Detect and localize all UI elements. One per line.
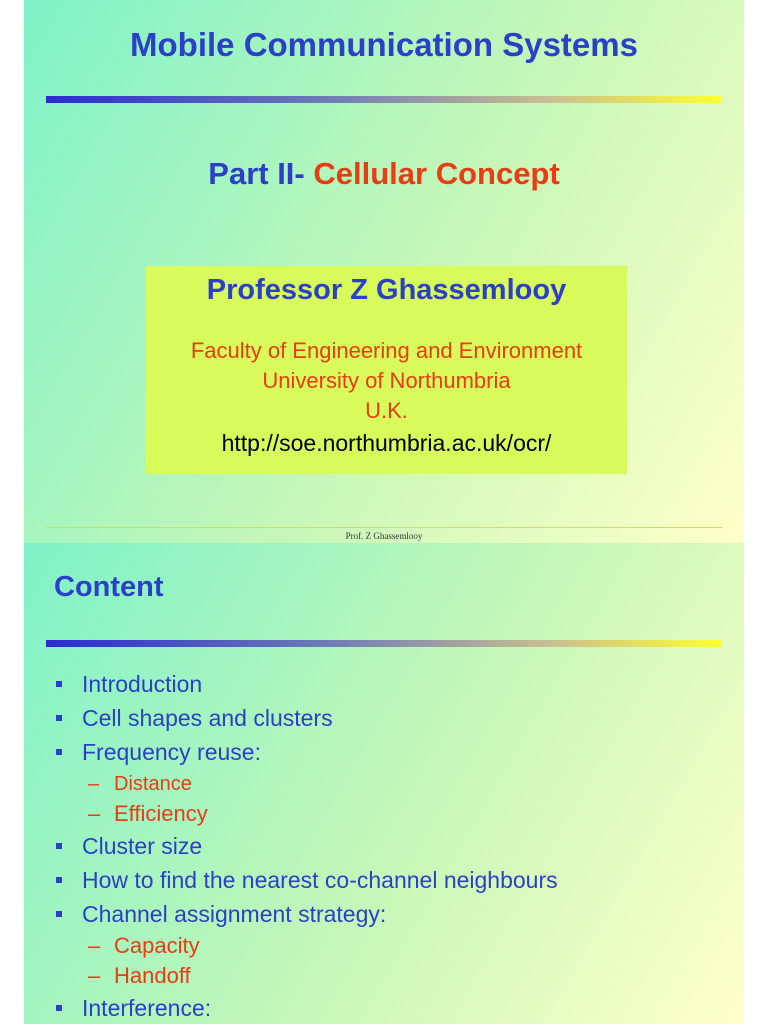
slide-footer: Prof. Z Ghassemlooy: [345, 531, 423, 541]
author-box: [146, 266, 627, 474]
affiliation-university: University of Northumbria: [262, 368, 511, 393]
bullet-icon: [56, 681, 62, 687]
list-item: Cluster size: [54, 829, 558, 863]
website-link[interactable]: http://soe.northumbria.ac.uk/ocr/: [221, 430, 552, 456]
affiliation-country: U.K.: [365, 398, 408, 423]
slide-content: [24, 543, 744, 1024]
list-item: Frequency reuse:: [54, 735, 558, 769]
sub-list-item: – Distance: [54, 769, 558, 799]
list-item: Cell shapes and clusters: [54, 701, 558, 735]
slide-title-heading: Mobile Communication Systems: [130, 26, 638, 63]
list-item: Interference:: [54, 991, 558, 1024]
sub-list-item: – Capacity: [54, 931, 558, 961]
bullet-icon: [56, 911, 62, 917]
bullet-icon: [56, 715, 62, 721]
bullet-icon: [56, 843, 62, 849]
slide-title: [24, 0, 744, 543]
footer-divider: [46, 527, 722, 528]
sub-list-item: – Handoff: [54, 961, 558, 991]
bullet-icon: [56, 749, 62, 755]
author-name: Professor Z Ghassemlooy: [206, 274, 567, 306]
part-topic: Cellular Concept: [313, 156, 560, 191]
content-divider: [46, 640, 722, 647]
content-list: [54, 667, 558, 1024]
content-heading: Content: [54, 571, 164, 603]
bullet-icon: [56, 877, 62, 883]
part-label: Part II-: [208, 156, 314, 191]
dash-icon: –: [88, 933, 101, 958]
bullet-icon: [56, 1005, 62, 1011]
dash-icon: –: [88, 801, 101, 826]
dash-icon: –: [88, 773, 100, 795]
list-item: Introduction: [54, 667, 558, 701]
sub-list-item: – Efficiency: [54, 799, 558, 829]
title-divider: [46, 96, 722, 103]
part-subtitle: [24, 156, 744, 192]
list-item: How to find the nearest co-channel neighbours: [54, 863, 558, 897]
list-item: Channel assignment strategy:: [54, 897, 558, 931]
dash-icon: –: [88, 963, 101, 988]
affiliation-faculty: Faculty of Engineering and Environment: [190, 338, 583, 363]
